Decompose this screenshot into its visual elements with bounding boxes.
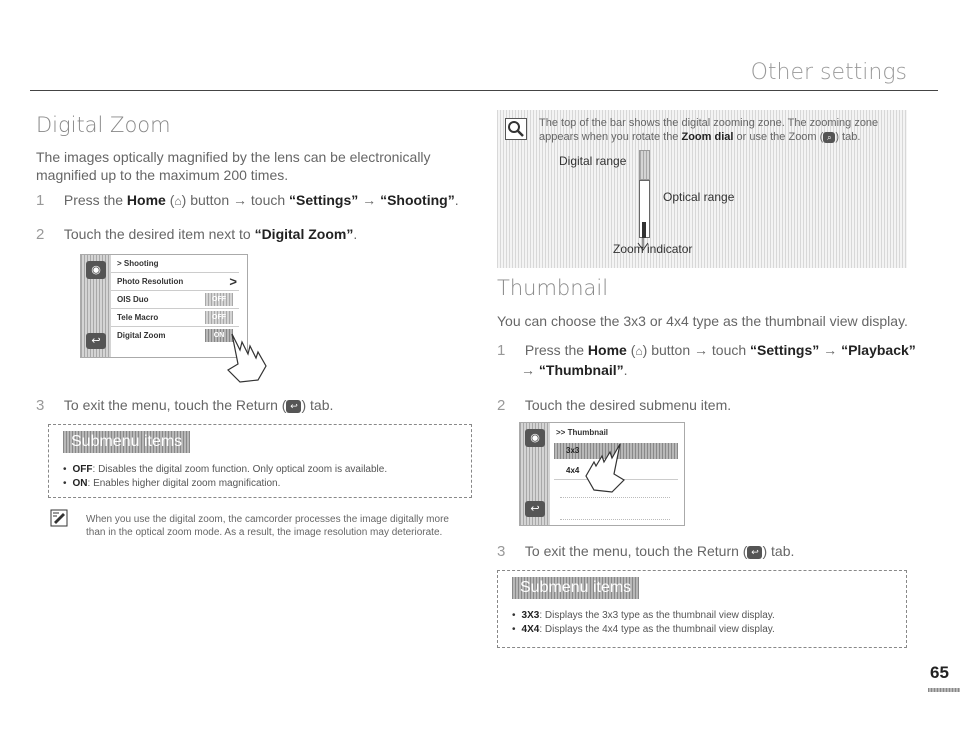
digital-zoom-step-1: 1 Press the Home (⌂) button → touch “Settings” → “Shooting”.	[36, 192, 459, 209]
menu-row-tele-macro[interactable]: Tele Macro OFF	[111, 309, 239, 327]
toggle-tele-macro[interactable]: OFF	[205, 311, 233, 324]
thumbnail-submenu-box	[497, 570, 907, 648]
digital-zoom-intro: The images optically magnified by the lens can be electronically magnified up to the maximum 200 times.	[36, 149, 431, 183]
menu-icon: ◉	[86, 261, 106, 279]
return-tab-icon: ↩	[747, 546, 762, 559]
thumbnail-step-1: 1 Press the Home (⌂) button → touch “Settings” → “Playback” → “Thumbnail”.	[497, 342, 916, 378]
thumbnail-intro: You can choose the 3x3 or 4x4 type as the thumbnail view display.	[497, 313, 908, 329]
submenu-item-3x3: • 3X3: Displays the 3x3 type as the thumbnail view display.	[512, 610, 775, 621]
header-rule	[30, 90, 938, 91]
submenu-item-4x4: • 4X4: Displays the 4x4 type as the thumbnail view display.	[512, 624, 775, 635]
menu-breadcrumb: > Shooting	[111, 255, 239, 273]
section-title-thumbnail: Thumbnail	[497, 276, 609, 300]
empty-menu-row	[560, 497, 670, 498]
return-icon: ↩	[86, 333, 106, 349]
zoom-bar	[639, 150, 648, 242]
digital-range-label: Digital range	[559, 154, 627, 168]
zoom-indicator-label: Zoom indicator	[613, 242, 693, 256]
digital-zoom-step-3: 3 To exit the menu, touch the Return ( ↩ ) tab.	[36, 397, 334, 414]
section-title-digital-zoom: Digital Zoom	[36, 113, 171, 137]
zoom-figure-caption: The top of the bar shows the digital zooming zone. The zooming zone appears when you rotate the Zoom dial or use the Zoom ( ⌕ ) tab.	[539, 117, 879, 143]
thumbnail-option-4x4[interactable]: 4x4	[554, 463, 678, 480]
zoom-bar-marker	[642, 222, 646, 238]
submenu-title: Submenu items	[512, 577, 639, 599]
zoom-bar-digital-zone	[639, 150, 650, 180]
menu-row-digital-zoom[interactable]: Digital Zoom ON	[111, 327, 239, 344]
digital-zoom-step-2: 2 Touch the desired item next to “Digital Zoom”.	[36, 226, 358, 243]
page-number-underline	[928, 688, 960, 692]
page-header-title: Other settings	[750, 60, 907, 85]
optical-range-label: Optical range	[663, 190, 735, 204]
page-number: 65	[930, 663, 949, 682]
hand-pointer-icon	[222, 330, 272, 384]
home-icon: ⌂	[635, 344, 643, 358]
hand-pointer-icon	[580, 440, 630, 494]
home-icon: ⌂	[174, 194, 182, 208]
chevron-right-icon: >	[229, 274, 237, 289]
thumbnail-step-2: 2 Touch the desired submenu item.	[497, 397, 732, 414]
submenu-title: Submenu items	[63, 431, 190, 453]
empty-menu-row	[560, 519, 670, 520]
toggle-ois-duo[interactable]: OFF	[205, 293, 233, 306]
thumbnail-breadcrumb: >> Thumbnail	[556, 428, 609, 437]
return-tab-icon: ↩	[286, 400, 301, 413]
menu-row-photo-resolution[interactable]: Photo Resolution >	[111, 273, 239, 291]
thumbnail-step-3: 3 To exit the menu, touch the Return ( ↩ ) tab.	[497, 543, 795, 560]
thumbnail-option-3x3[interactable]: 3x3	[554, 443, 678, 459]
menu-list	[111, 255, 239, 344]
note-icon	[50, 509, 68, 527]
submenu-item-on: • ON: Enables higher digital zoom magnification.	[63, 478, 281, 489]
digital-zoom-submenu-box	[48, 424, 472, 498]
toggle-digital-zoom[interactable]: ON	[205, 329, 233, 342]
return-icon: ↩	[525, 501, 545, 517]
zoom-range-figure	[497, 110, 907, 268]
zoom-figure-icon	[505, 118, 527, 140]
digital-zoom-note: When you use the digital zoom, the camcorder processes the image digitally more than in the optical zoom mode. As a result, the image resolution may deteriorate.	[86, 514, 449, 538]
menu-icon: ◉	[525, 429, 545, 447]
submenu-item-off: • OFF: Disables the digital zoom function. Only optical zoom is available.	[63, 464, 388, 475]
menu-row-ois-duo[interactable]: OIS Duo OFF	[111, 291, 239, 309]
zoom-tab-icon: ⌕	[823, 132, 835, 143]
